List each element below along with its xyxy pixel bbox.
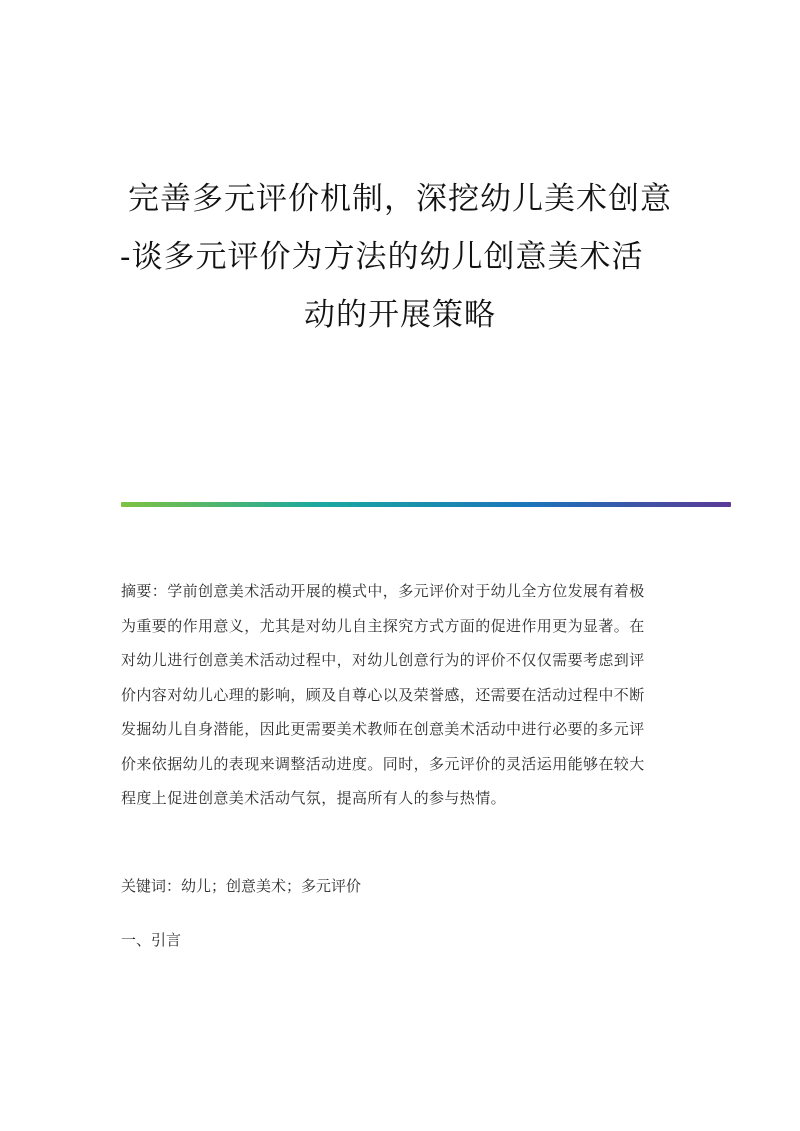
abstract-line: 价内容对幼儿心理的影响，顾及自尊心以及荣誉感，还需要在活动过程中不断 [121,685,645,704]
title-line-2: -谈多元评价为方法的幼儿创意美术活 [120,239,644,275]
section-heading-introduction: 一、引言 [121,931,182,949]
abstract-line: 对幼儿进行创意美术活动过程中，对幼儿创意行为的评价不仅仅需要考虑到评 [121,651,645,669]
title-line-3: 动的开展策略 [304,297,496,333]
abstract-line: 摘要：学前创意美术活动开展的模式中，多元评价对于幼儿全方位发展有着极 [121,582,645,600]
abstract-line: 为重要的作用意义，尤其是对幼儿自主探究方式方面的促进作用更为显著。在 [121,616,645,635]
abstract-paragraph [121,574,687,816]
title-line-1: 完善多元评价机制，深挖幼儿美术创意 [128,181,672,217]
keywords-line: 关键词：幼儿；创意美术；多元评价 [121,877,362,895]
abstract-line: 发掘幼儿自身潜能，因此更需要美术教师在创意美术活动中进行必要的多元评 [121,720,645,738]
document-title [100,170,700,344]
abstract-line: 程度上促进创意美术活动气氛，提高所有人的参与热情。 [121,789,507,807]
gradient-divider [121,502,731,507]
abstract-line: 价来依据幼儿的表现来调整活动进度。同时，多元评价的灵活运用能够在较大 [121,754,645,773]
